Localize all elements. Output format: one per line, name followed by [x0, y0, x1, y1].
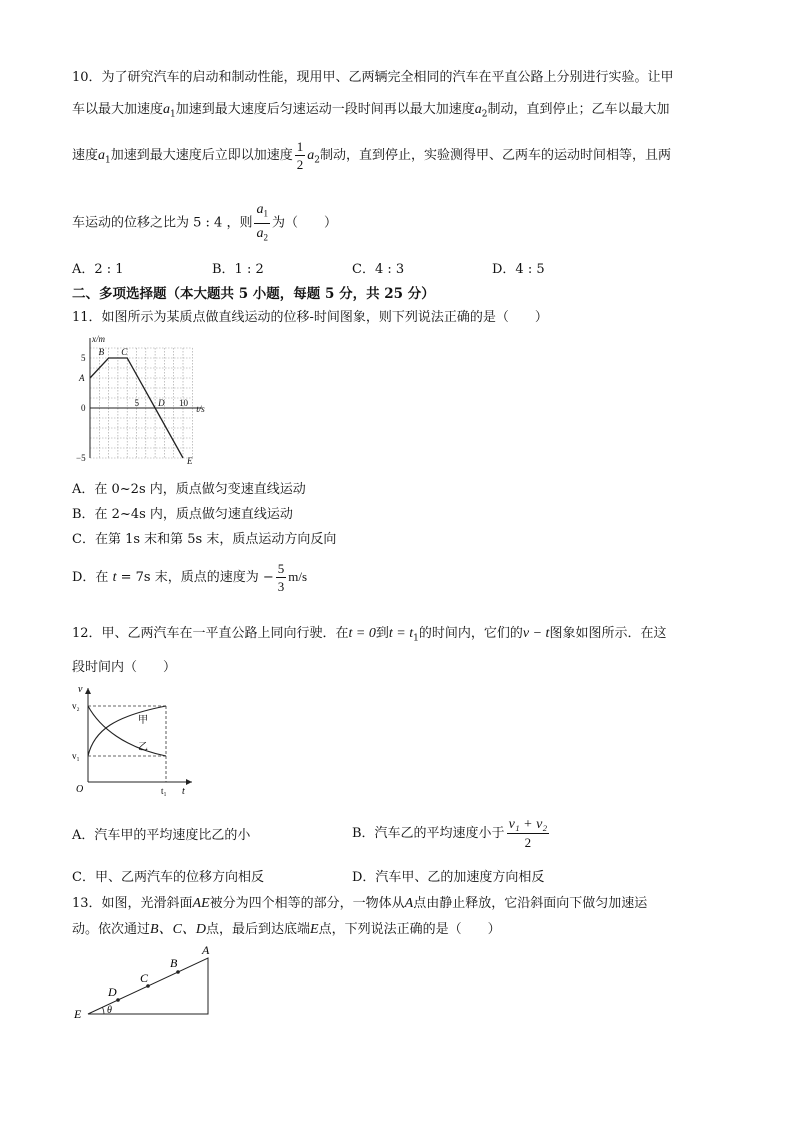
point-label-c: C	[121, 347, 128, 357]
sym-a: a	[98, 148, 106, 163]
sym-ae: AE	[192, 896, 210, 911]
label-b: B	[170, 956, 178, 970]
fraction-v1v2	[507, 816, 550, 851]
q13-text: 13．如图，光滑斜面	[72, 896, 193, 911]
sym-e: E	[310, 922, 319, 937]
q13-text: 动。依次通过	[72, 922, 151, 937]
sym-a: a	[256, 225, 264, 241]
q10-text: 加速到最大速度后立即以加速度	[110, 148, 293, 163]
sym-t0: t = 0	[348, 626, 376, 641]
sym-a: a	[474, 102, 482, 117]
y-tick-label: 0	[81, 403, 86, 413]
q10-text: 为（ ）	[271, 215, 337, 231]
q12-option-c[interactable]: C．甲、乙两汽车的位移方向相反	[72, 870, 264, 885]
q11-option-b[interactable]: B．在 2~4s 内，质点做匀速直线运动	[72, 507, 293, 522]
q10-option-d[interactable]: D．4 : 5	[492, 262, 545, 277]
point-label-e: E	[187, 456, 193, 464]
t-label: t	[182, 786, 185, 797]
q10-line3	[72, 138, 671, 173]
q12-option-b[interactable]	[352, 816, 551, 851]
q10-option-a[interactable]: A．2 : 1	[72, 262, 124, 277]
q13-text: 被分为四个相等的部分，一物体从	[209, 896, 405, 911]
q12-option-d[interactable]: D．汽车甲、乙的加速度方向相反	[352, 870, 545, 885]
point-label-b: B	[98, 347, 105, 357]
curve-jia	[88, 706, 166, 756]
frac-num: v₁ + v₂	[508, 817, 548, 832]
q11-xt-graph	[74, 334, 234, 464]
theta-arc	[103, 1007, 105, 1014]
q11-text: = 7s 末，质点的速度为 −	[120, 570, 274, 585]
q13-text: 点，最后到达底端	[206, 922, 311, 937]
sub: 2	[263, 232, 268, 243]
label-d: D	[108, 985, 117, 999]
q12-stem-line1	[72, 622, 666, 644]
sub: 1	[105, 155, 111, 166]
origin-label: O	[76, 784, 84, 795]
v1-label: v₁	[72, 751, 80, 761]
frac-den: 3	[277, 579, 285, 594]
frac-num	[254, 200, 270, 224]
q10-text: 制动，直到停止，实验测得甲、乙两车的运动时间相等，且两	[320, 148, 672, 163]
q11-option-c[interactable]: C．在第 1s 末和第 5s 末，质点运动方向反向	[72, 532, 337, 547]
q12-text: 图象如图所示．在这	[549, 626, 667, 641]
q13-stem-line2	[72, 918, 501, 938]
q13-incline-figure	[70, 940, 220, 1020]
q10-text: 车以最大加速度	[72, 102, 164, 117]
point-label-a: A	[79, 373, 85, 383]
y-tick-label: 5	[81, 353, 86, 363]
label-a: A	[202, 943, 210, 957]
q10-line2	[72, 98, 670, 120]
point-label-d: D	[158, 398, 165, 408]
section-heading: 二、多项选择题（本大题共 5 小题，每题 5 分，共 25 分）	[72, 286, 435, 302]
sub: 1	[170, 109, 176, 120]
q12-text: 到	[375, 626, 389, 641]
q12-vt-graph	[70, 680, 200, 798]
q11-text: D．在	[72, 570, 109, 585]
point-b	[176, 970, 180, 974]
q10-option-b[interactable]: B．1 : 2	[212, 262, 264, 277]
sym-t1: t = t	[388, 626, 414, 641]
x-tick-label: 10	[179, 398, 188, 408]
label-c: C	[140, 971, 149, 985]
q11-option-a[interactable]: A．在 0~2s 内，质点做匀变速直线运动	[72, 482, 306, 497]
v-axis-arrow	[85, 688, 91, 694]
q10-text: 加速到最大速度后匀速运动一段时间再以最大加速度	[175, 102, 475, 117]
x-axis-label: t/s	[196, 404, 205, 414]
sub: 2	[481, 109, 488, 120]
sub: 1	[263, 208, 268, 219]
curve-yi	[88, 706, 166, 756]
q12-text: 的时间内，它们的	[418, 626, 523, 641]
q12-stem-line2: 段时间内（ ）	[72, 660, 177, 675]
q11-option-d[interactable]	[72, 560, 307, 595]
q13-stem-line1	[72, 892, 647, 912]
q10-text: 速度	[72, 148, 99, 163]
q13-text: 点由静止释放，它沿斜面向下做匀加速运	[413, 896, 648, 911]
jia-label: 甲	[138, 715, 148, 726]
sym-t: t	[112, 570, 117, 585]
v2-label: v₂	[72, 701, 80, 711]
y-tick-label: −5	[76, 453, 86, 463]
label-e: E	[74, 1007, 82, 1020]
q10-line4	[72, 200, 337, 246]
sub: 2	[314, 155, 320, 166]
sym-a: a	[256, 202, 264, 217]
q12-text: 12．甲、乙两汽车在一平直公路上同向行驶．在	[72, 626, 349, 641]
fraction-half	[295, 138, 306, 173]
frac-den	[254, 224, 270, 247]
frac-den: 2	[296, 157, 304, 172]
t-axis-arrow	[186, 779, 192, 785]
frac-den: 2	[524, 835, 532, 850]
sub: 1	[413, 633, 419, 644]
point-d	[116, 998, 120, 1002]
unit: m/s	[288, 569, 308, 584]
sym-a-point: A	[404, 896, 414, 911]
q11-stem: 11．如图所示为某质点做直线运动的位移-时间图象，则下列说法正确的是（ ）	[72, 310, 548, 325]
fraction-a1-a2	[254, 200, 270, 246]
yi-label: 乙	[138, 742, 148, 753]
sym-bcd: B、C、D	[150, 922, 207, 937]
q10-text: 车运动的位移之比为 5 : 4 ，则	[72, 215, 253, 231]
q10-line1: 10．为了研究汽车的启动和制动性能，现用甲、乙两辆完全相同的汽车在平直公路上分别进行实验。让甲	[72, 70, 674, 85]
sym-a: a	[307, 148, 315, 163]
q10-text: 制动，直到停止；乙车以最大加	[487, 102, 670, 117]
x-tick-label: 5	[134, 398, 139, 408]
sym-a: a	[163, 102, 171, 117]
q10-option-c[interactable]: C．4 : 3	[352, 262, 405, 277]
q12-text: B．汽车乙的平均速度小于	[352, 826, 505, 841]
y-axis-label: x/m	[92, 334, 105, 344]
t1-label: t₁	[161, 786, 167, 796]
q13-text: 点，下列说法正确的是（ ）	[318, 922, 501, 937]
sym-vt: v − t	[522, 626, 550, 641]
q12-option-a[interactable]: A．汽车甲的平均速度比乙的小	[72, 828, 251, 843]
fraction-5-3	[276, 560, 287, 595]
frac-num: 1	[296, 139, 304, 154]
label-theta: θ	[107, 1005, 112, 1016]
v-label: v	[78, 684, 83, 695]
frac-num: 5	[277, 561, 285, 576]
